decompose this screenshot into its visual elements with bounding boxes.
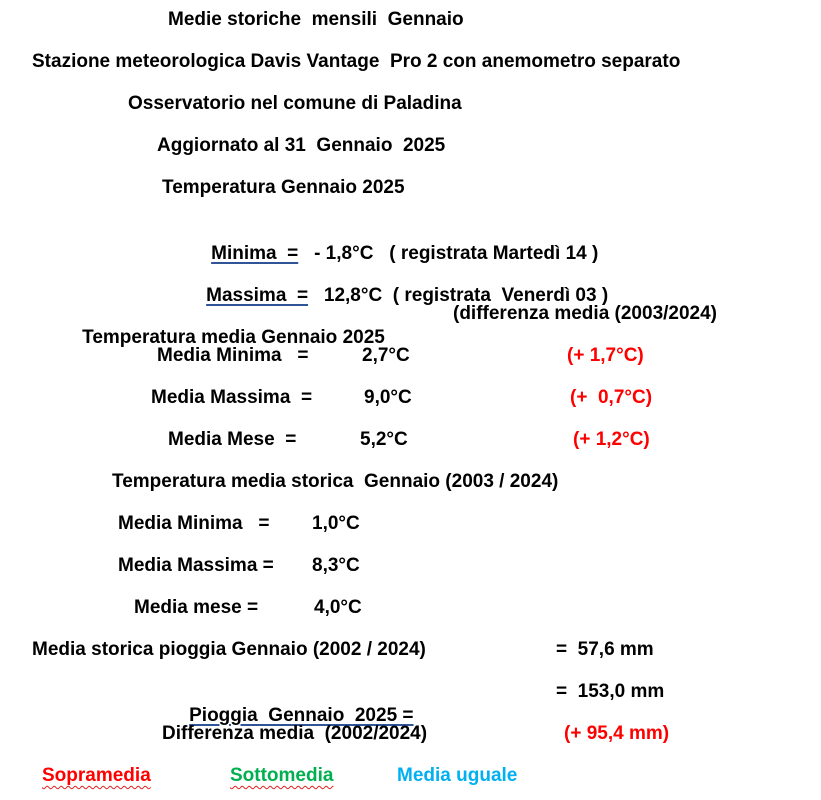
legend-equal: Media uguale — [397, 765, 518, 786]
month-avg-min-diff: (+ 1,7°C) — [567, 345, 644, 366]
rain-diff-value: (+ 95,4 mm) — [564, 723, 670, 744]
rain-historic-label: Media storica pioggia Gennaio (2002 / 2024) — [32, 639, 426, 660]
observatory-line: Osservatorio nel comune di Paladina — [128, 93, 462, 114]
rain-month-label-text: Pioggia Gennaio 2025 = — [189, 705, 414, 726]
diff-heading: (differenza media (2003/2024) — [453, 303, 718, 324]
historic-mean-label: Media mese = — [134, 597, 259, 618]
station-line: Stazione meteorologica Davis Vantage Pro 2 con anemometro separato — [32, 51, 681, 72]
historic-heading: Temperatura media storica Gennaio (2003 / 2024) — [112, 471, 559, 492]
month-avg-mean-label: Media Mese = — [168, 429, 297, 450]
month-avg-min-value: 2,7°C — [362, 345, 410, 366]
month-avg-min-label: Media Minima = — [157, 345, 309, 366]
legend-below: Sottomedia — [230, 765, 334, 786]
month-avg-mean-value: 5,2°C — [360, 429, 408, 450]
historic-max-value: 8,3°C — [312, 555, 360, 576]
historic-max-label: Media Massima = — [118, 555, 274, 576]
updated-line: Aggiornato al 31 Gennaio 2025 — [157, 135, 446, 156]
rain-historic-value: = 57,6 mm — [556, 639, 654, 660]
month-min-value: - 1,8°C ( registrata Martedì 14 ) — [314, 243, 599, 264]
historic-min-value: 1,0°C — [312, 513, 360, 534]
month-avg-heading-text: Temperatura media Gennaio 2025 — [82, 327, 385, 348]
month-max-label: Massima = — [206, 285, 309, 306]
rain-diff-label: Differenza media (2002/2024) — [162, 723, 428, 744]
historic-mean-value: 4,0°C — [314, 597, 362, 618]
month-max-value: 12,8°C ( registrata Venerdì 03 ) — [323, 285, 609, 306]
page-title: Medie storiche mensili Gennaio — [168, 9, 464, 30]
historic-min-label: Media Minima = — [118, 513, 270, 534]
month-avg-mean-diff: (+ 1,2°C) — [573, 429, 650, 450]
month-temp-heading: Temperatura Gennaio 2025 — [162, 177, 405, 198]
month-avg-max-label: Media Massima = — [151, 387, 313, 408]
month-avg-max-value: 9,0°C — [364, 387, 412, 408]
month-avg-max-diff: (+ 0,7°C) — [570, 387, 653, 408]
legend-above: Sopramedia — [42, 765, 151, 786]
month-min-label: Minima = — [211, 243, 299, 264]
rain-month-value: = 153,0 mm — [556, 681, 665, 702]
